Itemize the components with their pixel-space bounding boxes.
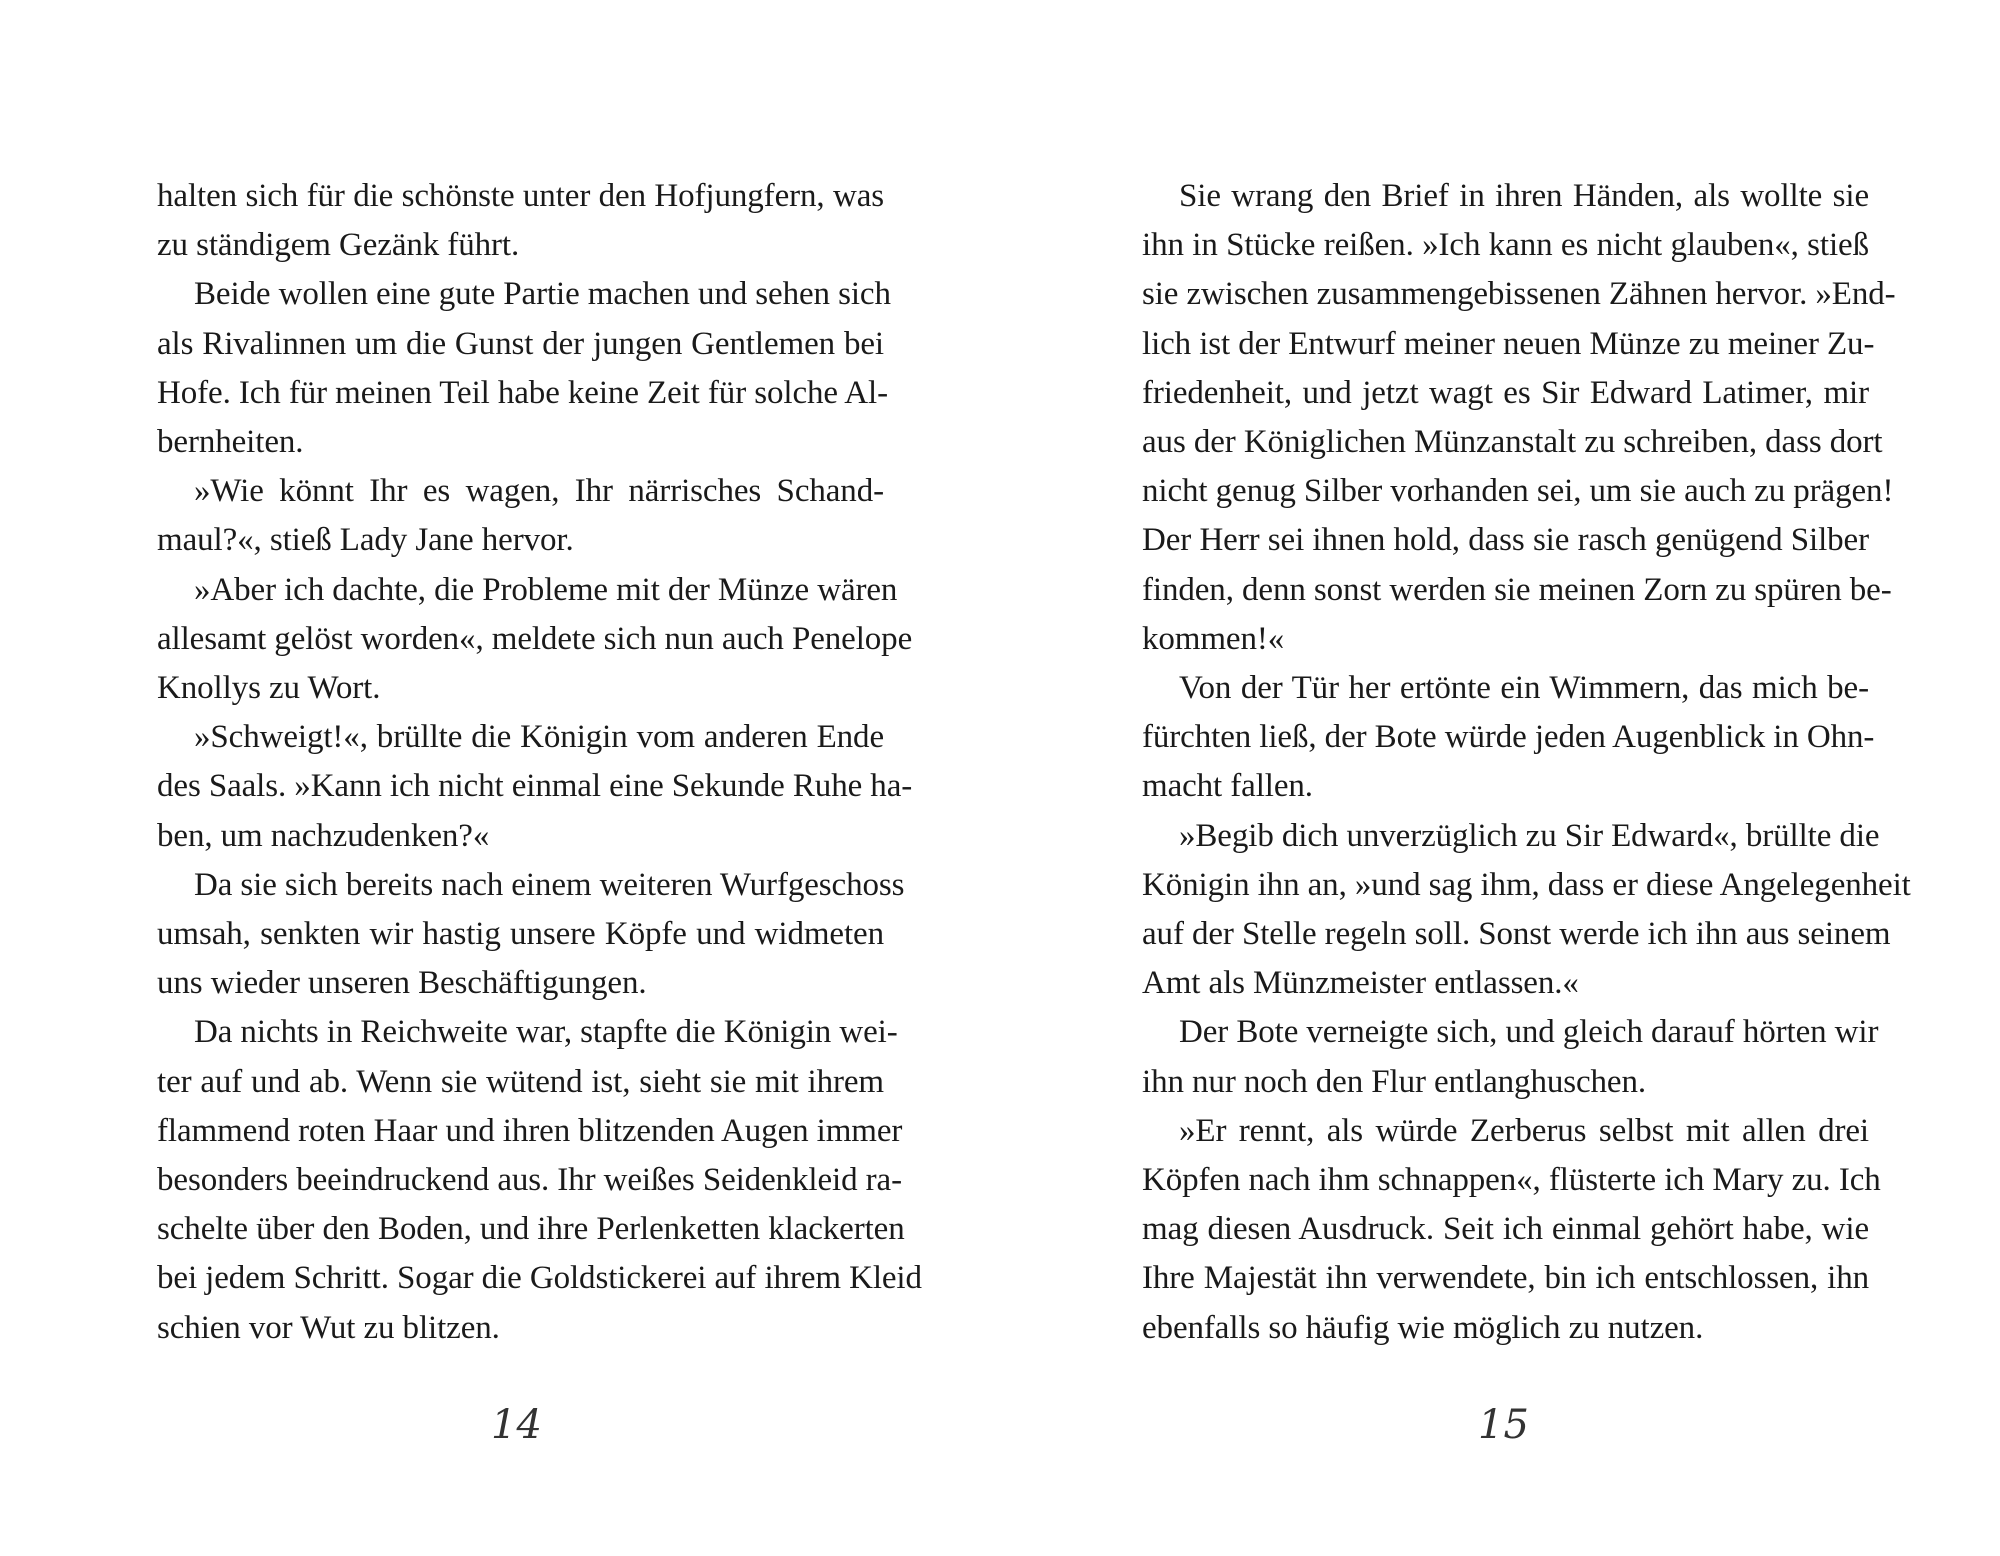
text-line: maul?«, stieß Lady Jane hervor. (157, 522, 574, 559)
text-line: »Er rennt, als würde Zerberus selbst mit allen drei (1179, 1112, 1869, 1149)
text-line: allesamt gelöst worden«, meldete sich nun auch Penelope (157, 620, 913, 657)
text-line: aus der Königlichen Münzanstalt zu schreiben, dass dort (1142, 424, 1883, 461)
text-line: als Rivalinnen um die Gunst der jungen Gentlemen bei (157, 325, 884, 362)
text-line: umsah, senkten wir hastig unsere Köpfe und widmeten (157, 916, 884, 953)
text-line: schelte über den Boden, und ihre Perlenketten klackerten (157, 1211, 905, 1248)
page-number-right: 15 (1478, 1402, 1529, 1448)
text-line: flammend roten Haar und ihren blitzenden Augen immer (157, 1112, 903, 1149)
text-line: Amt als Münzmeister entlassen.« (1142, 965, 1579, 1002)
text-line: finden, denn sonst werden sie meinen Zorn zu spüren be- (1142, 571, 1892, 608)
left-page-text (157, 172, 922, 1353)
text-line: Hofe. Ich für meinen Teil habe keine Zeit für solche Al- (157, 374, 888, 411)
text-line: friedenheit, und jetzt wagt es Sir Edward Latimer, mir (1142, 374, 1869, 411)
text-line: bernheiten. (157, 424, 304, 461)
text-line: »Aber ich dachte, die Probleme mit der Münze wären (194, 571, 898, 608)
text-line: Ihre Majestät ihn verwendete, bin ich entschlossen, ihn (1142, 1260, 1869, 1297)
text-line: Beide wollen eine gute Partie machen und sehen sich (194, 276, 891, 313)
text-line: Sie wrang den Brief in ihren Händen, als wollte sie (1179, 178, 1869, 214)
text-line: schien vor Wut zu blitzen. (157, 1309, 500, 1346)
text-line: Der Bote verneigte sich, und gleich darauf hörten wir (1179, 1014, 1879, 1051)
text-line: Da sie sich bereits nach einem weiteren Wurfgeschoss (194, 866, 905, 903)
text-line: Von der Tür her ertönte ein Wimmern, das mich be- (1179, 670, 1869, 707)
text-line: »Wie könnt Ihr es wagen, Ihr närrisches Schand- (194, 473, 884, 510)
text-line: mag diesen Ausdruck. Seit ich einmal gehört habe, wie (1142, 1211, 1869, 1248)
text-line: auf der Stelle regeln soll. Sonst werde ich ihn aus seinem (1142, 916, 1891, 953)
text-line: Der Herr sei ihnen hold, dass sie rasch genügend Silber (1142, 522, 1869, 559)
text-line: lich ist der Entwurf meiner neuen Münze zu meiner Zu- (1142, 325, 1875, 362)
text-line: fürchten ließ, der Bote würde jeden Augenblick in Ohn- (1142, 719, 1875, 756)
page-number-left: 14 (491, 1402, 542, 1448)
text-line: ben, um nachzudenken?« (157, 817, 490, 854)
text-line: kommen!« (1142, 620, 1285, 657)
text-line: uns wieder unseren Beschäftigungen. (157, 965, 647, 1002)
text-line: ihn nur noch den Flur entlanghuschen. (1142, 1063, 1647, 1100)
text-line: Knollys zu Wort. (157, 670, 381, 707)
text-line: macht fallen. (1142, 768, 1313, 805)
text-line: Königin ihn an, »und sag ihm, dass er diese Angelegenheit (1142, 866, 1911, 903)
text-line: des Saals. »Kann ich nicht einmal eine Sekunde Ruhe ha- (157, 768, 913, 805)
text-line: ter auf und ab. Wenn sie wütend ist, sieht sie mit ihrem (157, 1063, 884, 1100)
text-line: ihn in Stücke reißen. »Ich kann es nicht glauben«, stieß (1142, 227, 1869, 264)
text-line: »Begib dich unverzüglich zu Sir Edward«, brüllte die (1179, 817, 1880, 854)
text-line: nicht genug Silber vorhanden sei, um sie auch zu prägen! (1142, 473, 1894, 510)
text-line: Da nichts in Reichweite war, stapfte die Königin wei- (194, 1014, 898, 1051)
right-page-text (1142, 172, 1911, 1353)
text-line: bei jedem Schritt. Sogar die Goldstickerei auf ihrem Kleid (157, 1260, 922, 1297)
text-line: besonders beeindruckend aus. Ihr weißes Seidenkleid ra- (157, 1162, 902, 1199)
text-line: »Schweigt!«, brüllte die Königin vom anderen Ende (194, 719, 884, 756)
text-line: Köpfen nach ihm schnappen«, flüsterte ich Mary zu. Ich (1142, 1162, 1881, 1199)
text-line: halten sich für die schönste unter den Hofjungfern, was (157, 178, 884, 214)
text-line: ebenfalls so häufig wie möglich zu nutzen. (1142, 1309, 1704, 1346)
text-line: sie zwischen zusammengebissenen Zähnen hervor. »End- (1142, 276, 1896, 313)
text-line: zu ständigem Gezänk führt. (157, 227, 520, 264)
